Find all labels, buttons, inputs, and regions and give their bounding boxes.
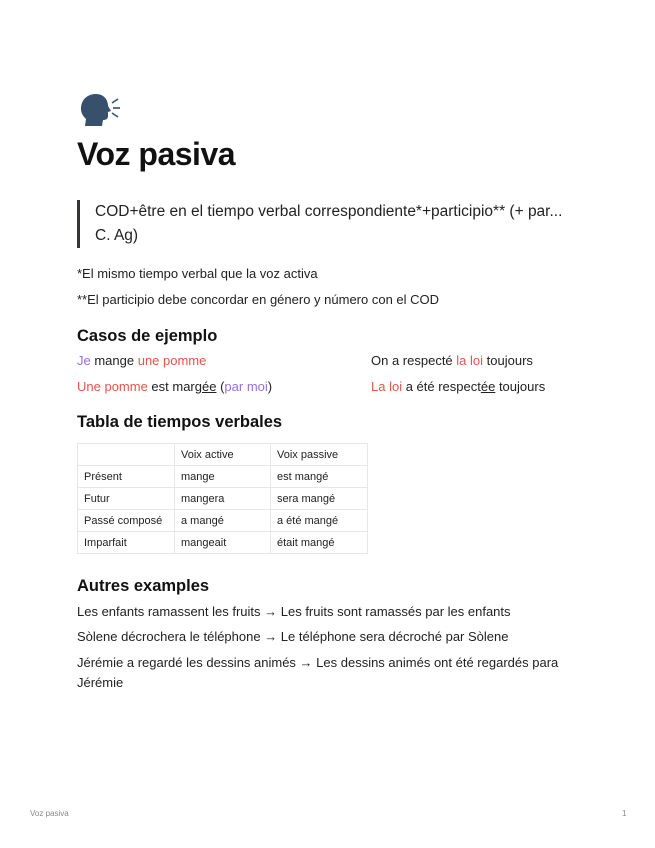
subject-text: Je xyxy=(77,353,91,368)
verb-text: mange xyxy=(90,353,138,368)
other-example-2: Sòlene décrochera le téléphone → Le téléphone sera décroché par Sòlene xyxy=(77,629,509,644)
table-cell: Passé composé xyxy=(78,510,175,532)
adverb-text: toujours xyxy=(483,353,533,368)
object-text: une pomme xyxy=(137,353,207,368)
table-header-cell xyxy=(78,444,175,466)
other-example-3: Jérémie a regardé les dessins animés → Les dessins animés ont été regardés para Jérémie xyxy=(77,655,559,690)
table-cell: est mangé xyxy=(271,466,368,488)
paren-close: ) xyxy=(267,379,273,394)
agreement-ending: ée xyxy=(202,379,217,394)
table-cell: mangeait xyxy=(175,532,271,554)
subject-text: La loi xyxy=(371,379,403,394)
footer-title: Voz pasiva xyxy=(30,809,69,818)
table-cell: Imparfait xyxy=(78,532,175,554)
page-number: 1 xyxy=(622,809,627,818)
table-header-cell: Voix passive xyxy=(271,444,368,466)
table-row xyxy=(78,488,368,510)
section-heading-others: Autres examples xyxy=(77,577,210,595)
table-cell: mange xyxy=(175,466,271,488)
section-heading-table: Tabla de tiempos verbales xyxy=(77,413,283,431)
tense-table xyxy=(77,443,368,554)
other-example-1: Les enfants ramassent les fruits → Les fruits sont ramassés par les enfants xyxy=(77,604,511,619)
speaking-head-icon xyxy=(77,92,123,128)
table-cell: Futur xyxy=(78,488,175,510)
table-header-cell: Voix active xyxy=(175,444,271,466)
table-row xyxy=(78,532,368,554)
formula-quote: COD+être en el tiempo verbal correspondiente*+participio** (+ par... C. Ag) xyxy=(77,200,582,248)
verb-text: On a respecté xyxy=(371,353,457,368)
table-row xyxy=(78,466,368,488)
verb-text: a été respect xyxy=(402,379,481,394)
example-active-2 xyxy=(371,353,533,368)
agreement-ending: ée xyxy=(480,379,496,394)
table-cell: Présent xyxy=(78,466,175,488)
example-active-1 xyxy=(77,353,206,368)
table-cell: a mangé xyxy=(175,510,271,532)
agent-text: par moi xyxy=(224,379,268,394)
example-passive-1 xyxy=(77,379,272,394)
verb-text: est marg xyxy=(147,379,202,394)
table-header-row xyxy=(78,444,368,466)
example-passive-2 xyxy=(371,379,545,394)
note-1: *El mismo tiempo verbal que la voz activa xyxy=(77,266,318,281)
object-text: la loi xyxy=(456,353,484,368)
note-2: **El participio debe concordar en género y número con el COD xyxy=(77,292,440,307)
adverb-text: toujours xyxy=(495,379,546,394)
table-cell: a été mangé xyxy=(271,510,368,532)
paren-open: ( xyxy=(216,379,225,394)
table-cell: sera mangé xyxy=(271,488,368,510)
table-row xyxy=(78,510,368,532)
page-title: Voz pasiva xyxy=(77,136,236,172)
table-cell: mangera xyxy=(175,488,271,510)
subject-text: Une pomme xyxy=(77,379,148,394)
section-heading-examples: Casos de ejemplo xyxy=(77,327,218,345)
table-cell: était mangé xyxy=(271,532,368,554)
